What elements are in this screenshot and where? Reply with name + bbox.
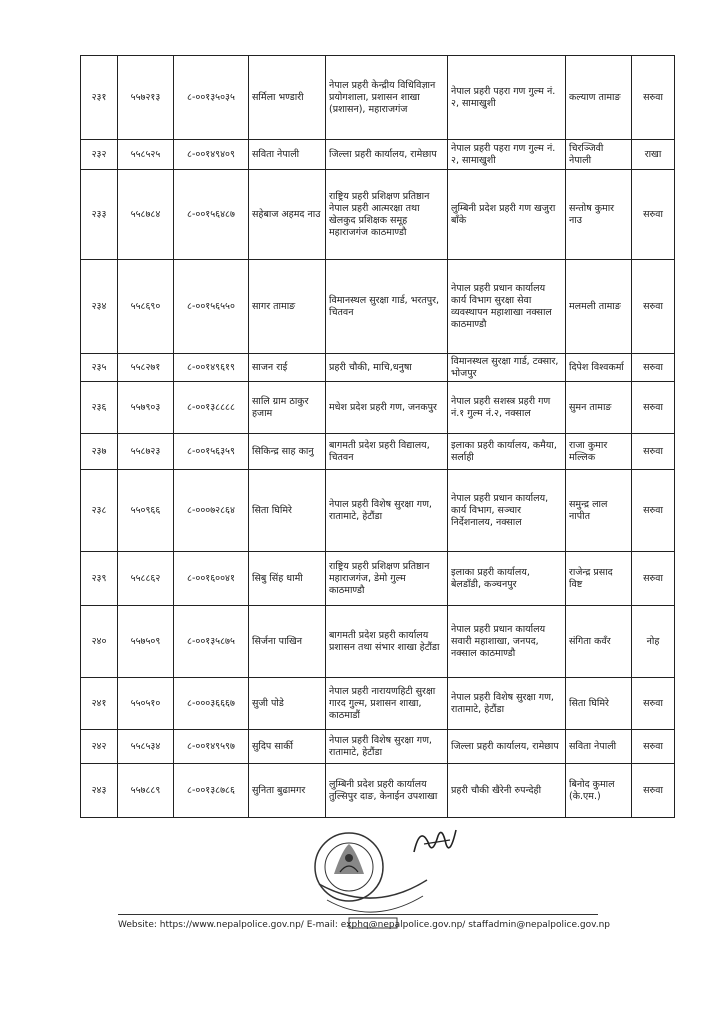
- current-office: नेपाल प्रहरी विशेष सुरक्षा गण, रातामाटे, हेटौंडा: [326, 470, 448, 552]
- remark: सरुवा: [632, 354, 675, 382]
- replacement-name: सन्तोष कुमार नाउ: [566, 170, 632, 260]
- current-office: प्रहरी चौकी, माचि,धनुषा: [326, 354, 448, 382]
- remark: सरुवा: [632, 764, 675, 818]
- table-row: [81, 382, 675, 434]
- table-row: [81, 470, 675, 552]
- personnel-id: ५५०९६६: [118, 470, 174, 552]
- code-number: ८-००१४९६१९: [174, 354, 249, 382]
- footer-website: Website: https://www.nepalpolice.gov.np/ E-mail: exphq@nepalpolice.gov.np/ staffadmin@nepalpolice.gov.np: [118, 920, 610, 930]
- serial-number: २४३: [81, 764, 118, 818]
- personnel-id: ५५७५०९: [118, 606, 174, 678]
- code-number: ८-००१३८८८८: [174, 382, 249, 434]
- current-office: लुम्बिनी प्रदेश प्रहरी कार्यालय तुल्सिपुर दाङ, केनाईन उपशाखा: [326, 764, 448, 818]
- personnel-id: ५५०५१०: [118, 678, 174, 730]
- current-office: बागमती प्रदेश प्रहरी विद्यालय, चितवन: [326, 434, 448, 470]
- new-office: नेपाल प्रहरी प्रधान कार्यालय, कार्य विभाग, सञ्चार निर्देशनालय, नक्साल: [448, 470, 566, 552]
- employee-name: सिर्जना पाखिन: [249, 606, 326, 678]
- replacement-name: राजेन्द्र प्रसाद विष्ट: [566, 552, 632, 606]
- code-number: ८-००१६००४१: [174, 552, 249, 606]
- personnel-id: ५५८५३४: [118, 730, 174, 764]
- code-number: ८-००१५६४८७: [174, 170, 249, 260]
- code-number: ८-००१४९४०९: [174, 140, 249, 170]
- current-office: जिल्ला प्रहरी कार्यालय, रामेछाप: [326, 140, 448, 170]
- current-office: राष्ट्रिय प्रहरी प्रशिक्षण प्रतिष्ठान महाराजगंज, डेमो गुल्म काठमाण्डौ: [326, 552, 448, 606]
- remark: सरुवा: [632, 170, 675, 260]
- current-office: नेपाल प्रहरी नारायणहिटी सुरक्षा गारद गुल्म, प्रशासन शाखा, काठमाडौं: [326, 678, 448, 730]
- replacement-name: चिरञ्जिवी नेपाली: [566, 140, 632, 170]
- new-office: जिल्ला प्रहरी कार्यालय, रामेछाप: [448, 730, 566, 764]
- replacement-name: समुन्द्र लाल नापीत: [566, 470, 632, 552]
- employee-name: सर्मिला भण्डारी: [249, 56, 326, 140]
- employee-name: सालि ग्राम ठाकुर हजाम: [249, 382, 326, 434]
- remark: सरुवा: [632, 730, 675, 764]
- replacement-name: सुमन तामाङ: [566, 382, 632, 434]
- remark: सरुवा: [632, 552, 675, 606]
- serial-number: २३९: [81, 552, 118, 606]
- employee-name: सहेबाज अहमद नाउ: [249, 170, 326, 260]
- serial-number: २४०: [81, 606, 118, 678]
- current-office: राष्ट्रिय प्रहरी प्रशिक्षण प्रतिष्ठान नेपाल प्रहरी आत्मरक्षा तथा खेलकुद प्रशिक्षक समूह महाराजगंज काठमाण्डौ: [326, 170, 448, 260]
- replacement-name: कल्याण तामाङ: [566, 56, 632, 140]
- table-row: [81, 678, 675, 730]
- table-row: [81, 606, 675, 678]
- code-number: ८-०००७२८६४: [174, 470, 249, 552]
- personnel-id: ५५७८८९: [118, 764, 174, 818]
- remark: सरुवा: [632, 470, 675, 552]
- table-row: [81, 140, 675, 170]
- new-office: लुम्बिनी प्रदेश प्रहरी गण खजुरा बाँके: [448, 170, 566, 260]
- replacement-name: सिता घिमिरे: [566, 678, 632, 730]
- personnel-id: ५५८५२५: [118, 140, 174, 170]
- serial-number: २३२: [81, 140, 118, 170]
- footer-divider: [118, 914, 598, 915]
- remark: राखा: [632, 140, 675, 170]
- serial-number: २३५: [81, 354, 118, 382]
- personnel-id: ५५७९०३: [118, 382, 174, 434]
- serial-number: २४१: [81, 678, 118, 730]
- personnel-id: ५५७२१३: [118, 56, 174, 140]
- serial-number: २३६: [81, 382, 118, 434]
- remark: नोह: [632, 606, 675, 678]
- serial-number: २३१: [81, 56, 118, 140]
- replacement-name: सविता नेपाली: [566, 730, 632, 764]
- serial-number: २३३: [81, 170, 118, 260]
- replacement-name: राजा कुमार मल्लिक: [566, 434, 632, 470]
- serial-number: २३४: [81, 260, 118, 354]
- current-office: मधेश प्रदेश प्रहरी गण, जनकपुर: [326, 382, 448, 434]
- new-office: प्रहरी चौकी खैरेनी रुपन्देही: [448, 764, 566, 818]
- code-number: ८-००१५६५५०: [174, 260, 249, 354]
- table-row: [81, 170, 675, 260]
- employee-name: सिबु सिंह धामी: [249, 552, 326, 606]
- personnel-id: ५५८७२३: [118, 434, 174, 470]
- remark: सरुवा: [632, 56, 675, 140]
- code-number: ८-००१३८७८६: [174, 764, 249, 818]
- personnel-id: ५५८६९०: [118, 260, 174, 354]
- code-number: ८-००१४९५९७: [174, 730, 249, 764]
- employee-name: सुदिप सार्की: [249, 730, 326, 764]
- new-office: इलाका प्रहरी कार्यालय, बेलडाँडी, कञ्चनपुर: [448, 552, 566, 606]
- code-number: ८-००१३५०३५: [174, 56, 249, 140]
- new-office: इलाका प्रहरी कार्यालय, कमैया, सर्लाही: [448, 434, 566, 470]
- current-office: नेपाल प्रहरी केन्द्रीय विधिविज्ञान प्रयोगशाला, प्रशासन शाखा (प्रशासन), महाराजगंज: [326, 56, 448, 140]
- remark: सरुवा: [632, 434, 675, 470]
- transfer-table: [80, 55, 675, 818]
- serial-number: २३७: [81, 434, 118, 470]
- serial-number: २४२: [81, 730, 118, 764]
- code-number: ८-०००३६६६७: [174, 678, 249, 730]
- remark: सरुवा: [632, 382, 675, 434]
- code-number: ८-००१३५८७५: [174, 606, 249, 678]
- replacement-name: बिनोद कुमाल (के.एम.): [566, 764, 632, 818]
- new-office: नेपाल प्रहरी प्रधान कार्यालय कार्य विभाग सुरक्षा सेवा व्यवस्थापन महाशाखा नक्साल काठमाण्डौ: [448, 260, 566, 354]
- employee-name: सिता घिमिरे: [249, 470, 326, 552]
- current-office: बागमती प्रदेश प्रहरी कार्यालय प्रशासन तथा संभार शाखा हेटौंडा: [326, 606, 448, 678]
- table-row: [81, 260, 675, 354]
- signature-icon: [410, 822, 460, 862]
- new-office: नेपाल प्रहरी पहरा गण गुल्म नं. २, सामाखुशी: [448, 140, 566, 170]
- table-row: [81, 434, 675, 470]
- employee-name: सुजी पोडे: [249, 678, 326, 730]
- table-row: [81, 764, 675, 818]
- table-row: [81, 354, 675, 382]
- replacement-name: मलमली तामाङ: [566, 260, 632, 354]
- remark: सरुवा: [632, 260, 675, 354]
- employee-name: सिकिन्द्र साह कानु: [249, 434, 326, 470]
- serial-number: २३८: [81, 470, 118, 552]
- new-office: नेपाल प्रहरी प्रधान कार्यालय सवारी महाशाखा, जनपद, नक्साल काठमाण्डौ: [448, 606, 566, 678]
- table-row: [81, 730, 675, 764]
- employee-name: साजन राई: [249, 354, 326, 382]
- replacement-name: दिपेश विश्वकर्मा: [566, 354, 632, 382]
- new-office: नेपाल प्रहरी पहरा गण गुल्म नं. २, सामाखुशी: [448, 56, 566, 140]
- code-number: ८-००१५६३५९: [174, 434, 249, 470]
- personnel-id: ५५८७८४: [118, 170, 174, 260]
- replacement-name: संगिता कवँर: [566, 606, 632, 678]
- new-office: नेपाल प्रहरी सशस्त्र प्रहरी गण नं.१ गुल्म नं.२, नक्साल: [448, 382, 566, 434]
- table-row: [81, 56, 675, 140]
- new-office: नेपाल प्रहरी विशेष सुरक्षा गण, रातामाटे, हेटौंडा: [448, 678, 566, 730]
- employee-name: सुनिता बुढामगर: [249, 764, 326, 818]
- personnel-id: ५५८२७१: [118, 354, 174, 382]
- current-office: विमानस्थल सुरक्षा गार्ड, भरतपुर, चितवन: [326, 260, 448, 354]
- table-row: [81, 552, 675, 606]
- personnel-id: ५५८८६२: [118, 552, 174, 606]
- current-office: नेपाल प्रहरी विशेष सुरक्षा गण, रातामाटे, हेटौंडा: [326, 730, 448, 764]
- employee-name: सविता नेपाली: [249, 140, 326, 170]
- employee-name: सागर तामाङ: [249, 260, 326, 354]
- remark: सरुवा: [632, 678, 675, 730]
- new-office: विमानस्थल सुरक्षा गार्ड, टक्सार, भोजपुर: [448, 354, 566, 382]
